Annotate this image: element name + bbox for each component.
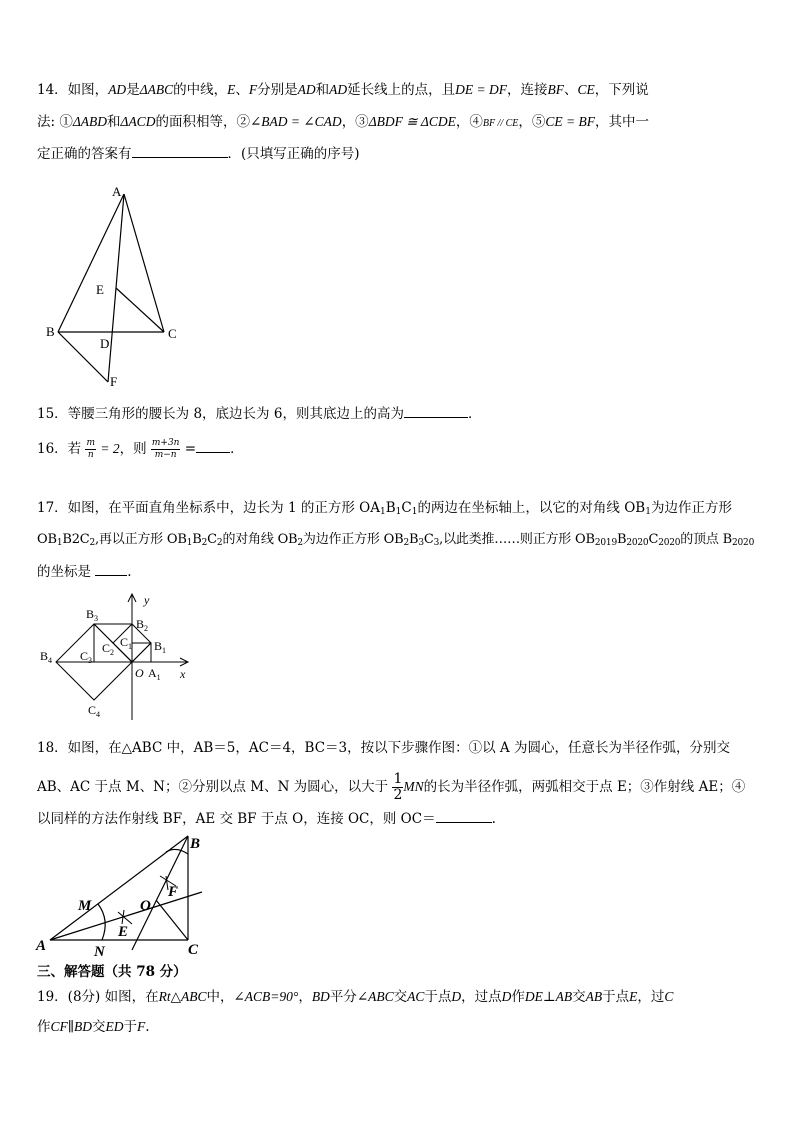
q18-figure [36, 832, 226, 962]
text: . [491, 811, 496, 827]
text: 19．(8分) 如图，在 [37, 989, 159, 1005]
q18-line-3 [37, 809, 496, 829]
text: 、 [563, 82, 578, 98]
text: AB、AC 于点 M、N；②分别以点 M、N 为圆心，以大于 [37, 779, 389, 795]
text: 于 [123, 1019, 137, 1035]
text: 分别是 [257, 82, 298, 98]
text: OB [37, 532, 57, 547]
text: 交 [393, 989, 408, 1005]
label-C4 [88, 703, 100, 719]
label-sub: 4 [96, 710, 101, 719]
text: . [127, 564, 132, 580]
math-CE: CE [577, 82, 595, 97]
math-angle-ABC: ∠ABC [356, 989, 394, 1004]
label-sub: 1 [128, 642, 133, 651]
label-B2 [136, 617, 148, 633]
label-B: B [46, 324, 55, 339]
q18-line-1 [37, 738, 730, 758]
q18-point-labels [35, 836, 200, 960]
text: 、 [235, 82, 249, 98]
q17-line-3 [37, 562, 132, 582]
text: 于点 [602, 989, 630, 1005]
label-letter: B [154, 639, 163, 653]
q19-line-2 [37, 1017, 150, 1037]
label-B: B [190, 836, 201, 852]
subscript: 1 [379, 507, 386, 517]
label-letter: C [88, 703, 97, 717]
text: ，③ [341, 114, 369, 130]
origin-label: O [135, 666, 144, 680]
math-C: C [664, 989, 674, 1004]
label-sub: 4 [48, 656, 53, 665]
text: 平分 [329, 989, 357, 1005]
section-title [37, 962, 187, 982]
text: 中， [206, 989, 234, 1005]
label-A1 [148, 666, 161, 682]
answer-blank-15[interactable] [404, 405, 468, 418]
label-sub: 2 [110, 648, 115, 657]
text: 15．等腰三角形的腰长为 8，底边长为 6，则其底边上的高为 [37, 406, 404, 422]
answer-blank-14[interactable] [132, 145, 228, 158]
subscript: 2 [403, 538, 409, 548]
label-sub: 1 [162, 646, 167, 655]
q16-line [37, 438, 244, 461]
subscript: 2020 [731, 538, 755, 548]
text: C [207, 532, 217, 547]
subscript: 2 [201, 538, 208, 548]
text: ，则 [119, 441, 147, 457]
math-F: F [248, 82, 258, 97]
text: C [401, 500, 412, 516]
text: 延长线上的点，且 [347, 82, 456, 98]
text: 的中线， [173, 82, 228, 98]
label-D: D [100, 336, 110, 351]
text: ,再以正方形 OB [95, 532, 187, 547]
axis-y-label: y [144, 593, 150, 607]
fraction-denominator: n [87, 450, 94, 460]
text: ，其中一 [595, 114, 650, 130]
label-letter: A [148, 666, 157, 680]
label-C: C [188, 942, 199, 958]
math-AC: AC [407, 989, 425, 1004]
text: 的对角线 OB [222, 532, 298, 547]
subscript: 1 [645, 507, 651, 517]
math-F: F [136, 1019, 146, 1034]
q19-line-1 [37, 987, 673, 1007]
q14-figure [40, 182, 190, 392]
math-triangle-ACD: ΔACD [120, 114, 156, 129]
subscript: 1 [186, 538, 193, 548]
math-D: D [501, 989, 512, 1004]
q17-line-2 [37, 530, 754, 553]
text: B2C [62, 532, 90, 547]
subscript: 3 [418, 538, 424, 548]
math-CE-eq-BF: CE = BF [545, 114, 596, 129]
label-C: C [168, 326, 177, 341]
fraction-expression [151, 438, 181, 461]
text: 是 [126, 82, 140, 98]
text: 交 [91, 1019, 106, 1035]
fraction-numerator: 1 [393, 771, 403, 787]
text: ，④ [455, 114, 483, 130]
text: ． [230, 441, 244, 457]
fraction-denominator: 2 [393, 787, 403, 803]
label-sub: 3 [94, 614, 99, 623]
subscript: 2020 [626, 538, 649, 548]
text: ，下列说 [594, 82, 649, 98]
text: 的两边在坐标轴上，以它的对角线 OB [417, 500, 646, 516]
math-D: D [451, 989, 462, 1004]
text: 于点 [424, 989, 452, 1005]
label-A: A [112, 184, 122, 199]
text: 和 [315, 82, 330, 98]
fraction-denominator: m−n [154, 450, 177, 460]
fraction-one-half [392, 772, 403, 803]
subscript: 3 [433, 538, 440, 548]
label-F: F [110, 374, 118, 389]
text: 作 [511, 989, 525, 1005]
label-C2 [102, 641, 114, 657]
math-AD: AD [108, 82, 127, 97]
q14-line-3 [37, 144, 360, 164]
text: ． [467, 406, 482, 422]
subscript: 2 [297, 538, 303, 548]
math-AD: AD [329, 82, 348, 97]
subscript: 2019 [594, 538, 617, 548]
text: 为边作正方形 [650, 500, 732, 516]
label-E: E [118, 924, 129, 940]
q14-number: 14．如图， [37, 82, 109, 98]
label-sub: 2 [144, 624, 149, 633]
subscript: 2 [216, 538, 223, 548]
label-C3 [80, 649, 92, 665]
text: 定正确的答案有 [37, 146, 132, 162]
q18-line-2 [37, 772, 745, 803]
q15-line [37, 404, 481, 424]
text: B [192, 532, 202, 547]
label-sub: 1 [156, 673, 161, 682]
q17-figure [36, 590, 196, 725]
math-rt-triangle: Rt△ABC [158, 989, 207, 1004]
label-M: M [78, 898, 92, 914]
text: 的顶点 B [680, 532, 732, 547]
math-triangle-ABC: ΔABC [139, 82, 174, 97]
label-E: E [96, 282, 104, 297]
fraction-numerator: m [86, 438, 96, 448]
q14-line-1 [37, 80, 649, 100]
text: 为边作正方形 OB [302, 532, 404, 547]
math-triangle-ABD: ΔABD [72, 114, 108, 129]
text: ， [298, 989, 312, 1005]
text: B [385, 500, 396, 516]
text: B [616, 532, 627, 547]
math-AB: AB [585, 989, 603, 1004]
text: ．(只填写正确的序号) [227, 146, 360, 162]
label-B3 [86, 607, 98, 623]
text: = 2 [100, 441, 120, 456]
text: C [423, 532, 434, 547]
math-congruence: ΔBDF ≅ ΔCDE [368, 114, 456, 129]
text: ，过点 [461, 989, 502, 1005]
math-parallel: BF // CE [482, 118, 519, 129]
label-O: O [140, 898, 151, 914]
axis-x-label: x [180, 667, 186, 681]
label-N: N [94, 944, 105, 960]
label-B4 [40, 649, 52, 665]
text: 作 [37, 1019, 51, 1035]
text: = [184, 441, 197, 457]
text: ，连接 [506, 82, 548, 98]
label-A: A [36, 938, 47, 954]
text: . [145, 1019, 150, 1035]
q17-figure-lines [56, 594, 188, 720]
label-C1 [120, 635, 132, 651]
subscript: 1 [395, 507, 402, 517]
math-E: E [227, 82, 236, 97]
subscript: 2020 [658, 538, 681, 548]
label-letter: B [136, 617, 145, 631]
math-DE-eq-DF: DE = DF [455, 82, 507, 97]
text: 的长为半径作弧，两弧相交于点 E；③作射线 AE；④ [423, 779, 746, 795]
q14-figure-lines [58, 194, 164, 382]
label-letter: B [40, 649, 49, 663]
text: 的坐标是 [37, 564, 91, 580]
answer-blank-17[interactable] [95, 563, 127, 576]
answer-blank-16[interactable] [196, 440, 230, 453]
label-letter: C [80, 649, 89, 663]
label-letter: C [120, 635, 129, 649]
text: 的面积相等，② [155, 114, 250, 130]
math-AD: AD [297, 82, 316, 97]
math-angle-ACB: ∠ACB=90° [233, 989, 299, 1004]
text: 和 [107, 114, 121, 130]
subscript: 2 [89, 538, 96, 548]
math-perpendicular: DE⊥AB [524, 989, 573, 1004]
fraction-numerator: m+3n [151, 438, 180, 448]
text: ，过 [637, 989, 665, 1005]
math-parallel: CF∥BD [50, 1019, 92, 1034]
math-ED: ED [105, 1019, 124, 1034]
q14-line-2 [37, 112, 649, 134]
text: 16．若 [37, 441, 82, 457]
text: 以同样的方法作射线 BF，AE 交 BF 于点 O，连接 OC，则 OC＝ [37, 811, 436, 827]
text: 法: ① [37, 114, 73, 130]
label-F: F [168, 884, 179, 900]
text: B [409, 532, 419, 547]
text: 交 [572, 989, 586, 1005]
text: C [648, 532, 659, 547]
label-letter: C [102, 641, 111, 655]
section-title-text: 三、解答题（共 78 分） [37, 964, 187, 980]
text: 17．如图，在平面直角坐标系中，边长为 1 的正方形 OA [37, 500, 380, 516]
text: 18．如图，在△ABC 中，AB＝5，AC＝4，BC＝3，按以下步骤作图：①以 A 为圆心，任意长为半径作弧，分别交 [37, 740, 730, 756]
math-E: E [629, 989, 638, 1004]
label-sub: 3 [88, 656, 93, 665]
text: ，⑤ [518, 114, 546, 130]
subscript: 1 [56, 538, 63, 548]
fraction-m-over-n [85, 438, 96, 461]
math-angle-equality: ∠BAD = ∠CAD [249, 114, 342, 129]
math-BF: BF [547, 82, 564, 97]
subscript: 1 [411, 507, 418, 517]
label-letter: B [86, 607, 95, 621]
label-B1 [154, 639, 166, 655]
math-BD: BD [311, 989, 330, 1004]
text: ,以此类推……则正方形 OB [439, 532, 595, 547]
answer-blank-18[interactable] [436, 810, 492, 823]
q17-line-1 [37, 498, 732, 522]
math-MN: MN [403, 779, 424, 794]
